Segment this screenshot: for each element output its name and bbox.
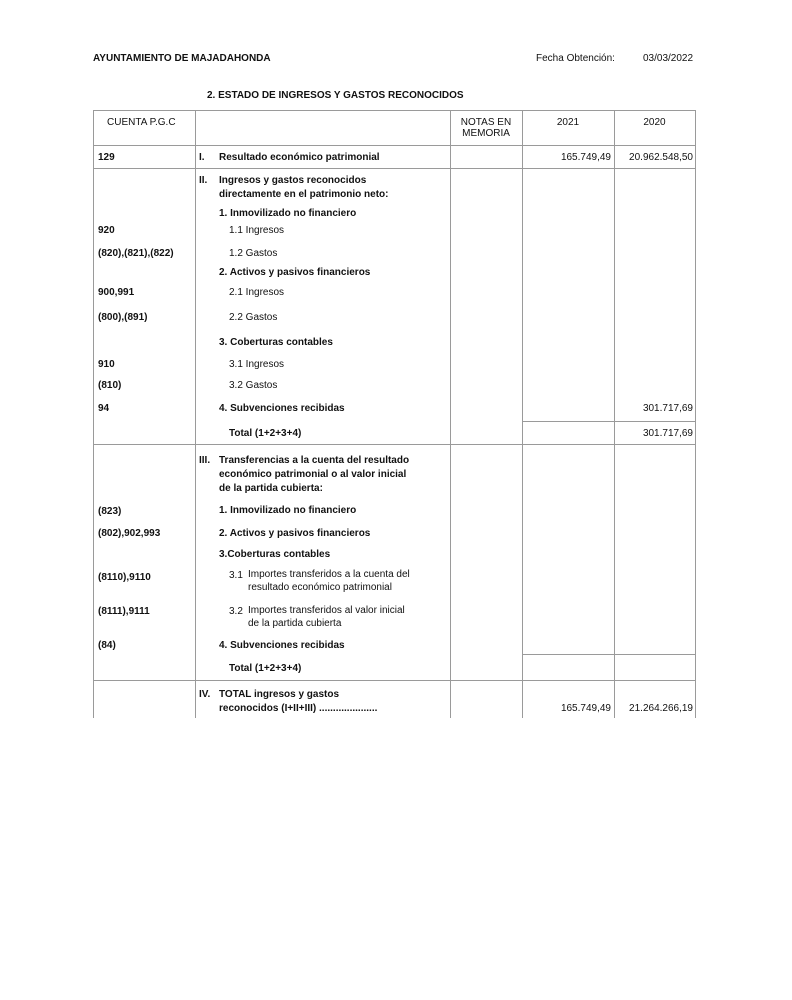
- account-cell: 900,991: [98, 287, 135, 298]
- account-cell: 910: [98, 359, 115, 370]
- row-label: 2.2 Gastos: [229, 312, 278, 323]
- row-label: 3.Coberturas contables: [219, 549, 331, 560]
- row-resultado-2020: 20.962.548,50: [629, 152, 693, 163]
- date-label: Fecha Obtención:: [536, 53, 615, 64]
- entity-name: AYUNTAMIENTO DE MAJADAHONDA: [93, 53, 271, 64]
- row-label-line1: Importes transferidos al valor inicial: [248, 605, 405, 616]
- account-cell: 920: [98, 225, 115, 236]
- col-header-2020: 2020: [643, 117, 666, 128]
- section-ii-total-2020: 301.717,69: [642, 428, 693, 439]
- col-header-2021: 2021: [556, 117, 580, 128]
- row-resultado-label: Resultado económico patrimonial: [219, 152, 380, 163]
- account-cell: (810): [98, 380, 122, 391]
- row-label: 2. Activos y pasivos financieros: [219, 267, 371, 278]
- row-label: 2.1 Ingresos: [229, 287, 285, 298]
- section-ii-total-label: Total (1+2+3+4): [229, 428, 302, 439]
- account-cell: 94: [98, 403, 110, 414]
- row-label: 3. Coberturas contables: [219, 337, 333, 348]
- section-iv-label-1: TOTAL ingresos y gastos: [219, 689, 340, 700]
- account-cell: (820),(821),(822): [98, 248, 174, 259]
- account-129: 129: [98, 152, 115, 163]
- row-label: 2. Activos y pasivos financieros: [219, 528, 371, 539]
- account-cell: (8111),9111: [98, 606, 150, 617]
- row-num: 3.1: [229, 570, 243, 581]
- account-cell: (800),(891): [98, 312, 148, 323]
- section-iv-label-2: reconocidos (I+II+III) .....................: [219, 703, 378, 714]
- row-num: 3.2: [229, 606, 243, 617]
- row-resultado-2021: 165.749,49: [560, 152, 611, 163]
- row-label-line1: Importes transferidos a la cuenta del: [248, 569, 410, 580]
- col-header-cuenta: CUENTA P.G.C: [107, 117, 176, 128]
- row-label: 3.2 Gastos: [229, 380, 278, 391]
- roman-ii: II.: [199, 175, 208, 186]
- row-label: 3.1 Ingresos: [229, 359, 285, 370]
- account-cell: (84): [98, 640, 116, 651]
- roman-iv: IV.: [199, 689, 211, 700]
- statement-title: 2. ESTADO DE INGRESOS Y GASTOS RECONOCIDOS: [207, 90, 464, 101]
- row-subvenciones-2020: 301.717,69: [642, 403, 693, 414]
- section-iii-heading-1: Transferencias a la cuenta del resultado: [219, 455, 410, 466]
- row-label-line2: de la partida cubierta: [248, 618, 342, 629]
- section-ii-heading-2: directamente en el patrimonio neto:: [219, 189, 389, 200]
- account-cell: (823): [98, 506, 122, 517]
- row-label-line2: resultado económico patrimonial: [248, 582, 392, 593]
- account-cell: (802),902,993: [98, 528, 161, 539]
- row-label: 1. Inmovilizado no financiero: [219, 208, 357, 219]
- row-label: 1.1 Ingresos: [229, 225, 285, 236]
- date-value: 03/03/2022: [643, 53, 694, 64]
- section-ii-heading-1: Ingresos y gastos reconocidos: [219, 175, 367, 186]
- section-iv-2021: 165.749,49: [560, 703, 611, 714]
- roman-i: I.: [199, 152, 205, 163]
- account-cell: (8110),9110: [98, 572, 151, 583]
- roman-iii: III.: [199, 455, 211, 466]
- section-iii-heading-2: económico patrimonial o al valor inicial: [219, 469, 407, 480]
- row-label: 1.2 Gastos: [229, 248, 278, 259]
- section-iii-total-label: Total (1+2+3+4): [229, 663, 302, 674]
- col-header-notas: NOTAS EN MEMORIA: [460, 117, 512, 139]
- row-label: 4. Subvenciones recibidas: [219, 640, 345, 651]
- section-iii-heading-3: de la partida cubierta:: [219, 483, 323, 494]
- section-iv-2020: 21.264.266,19: [629, 703, 693, 714]
- row-label: 4. Subvenciones recibidas: [219, 403, 345, 414]
- row-label: 1. Inmovilizado no financiero: [219, 505, 357, 516]
